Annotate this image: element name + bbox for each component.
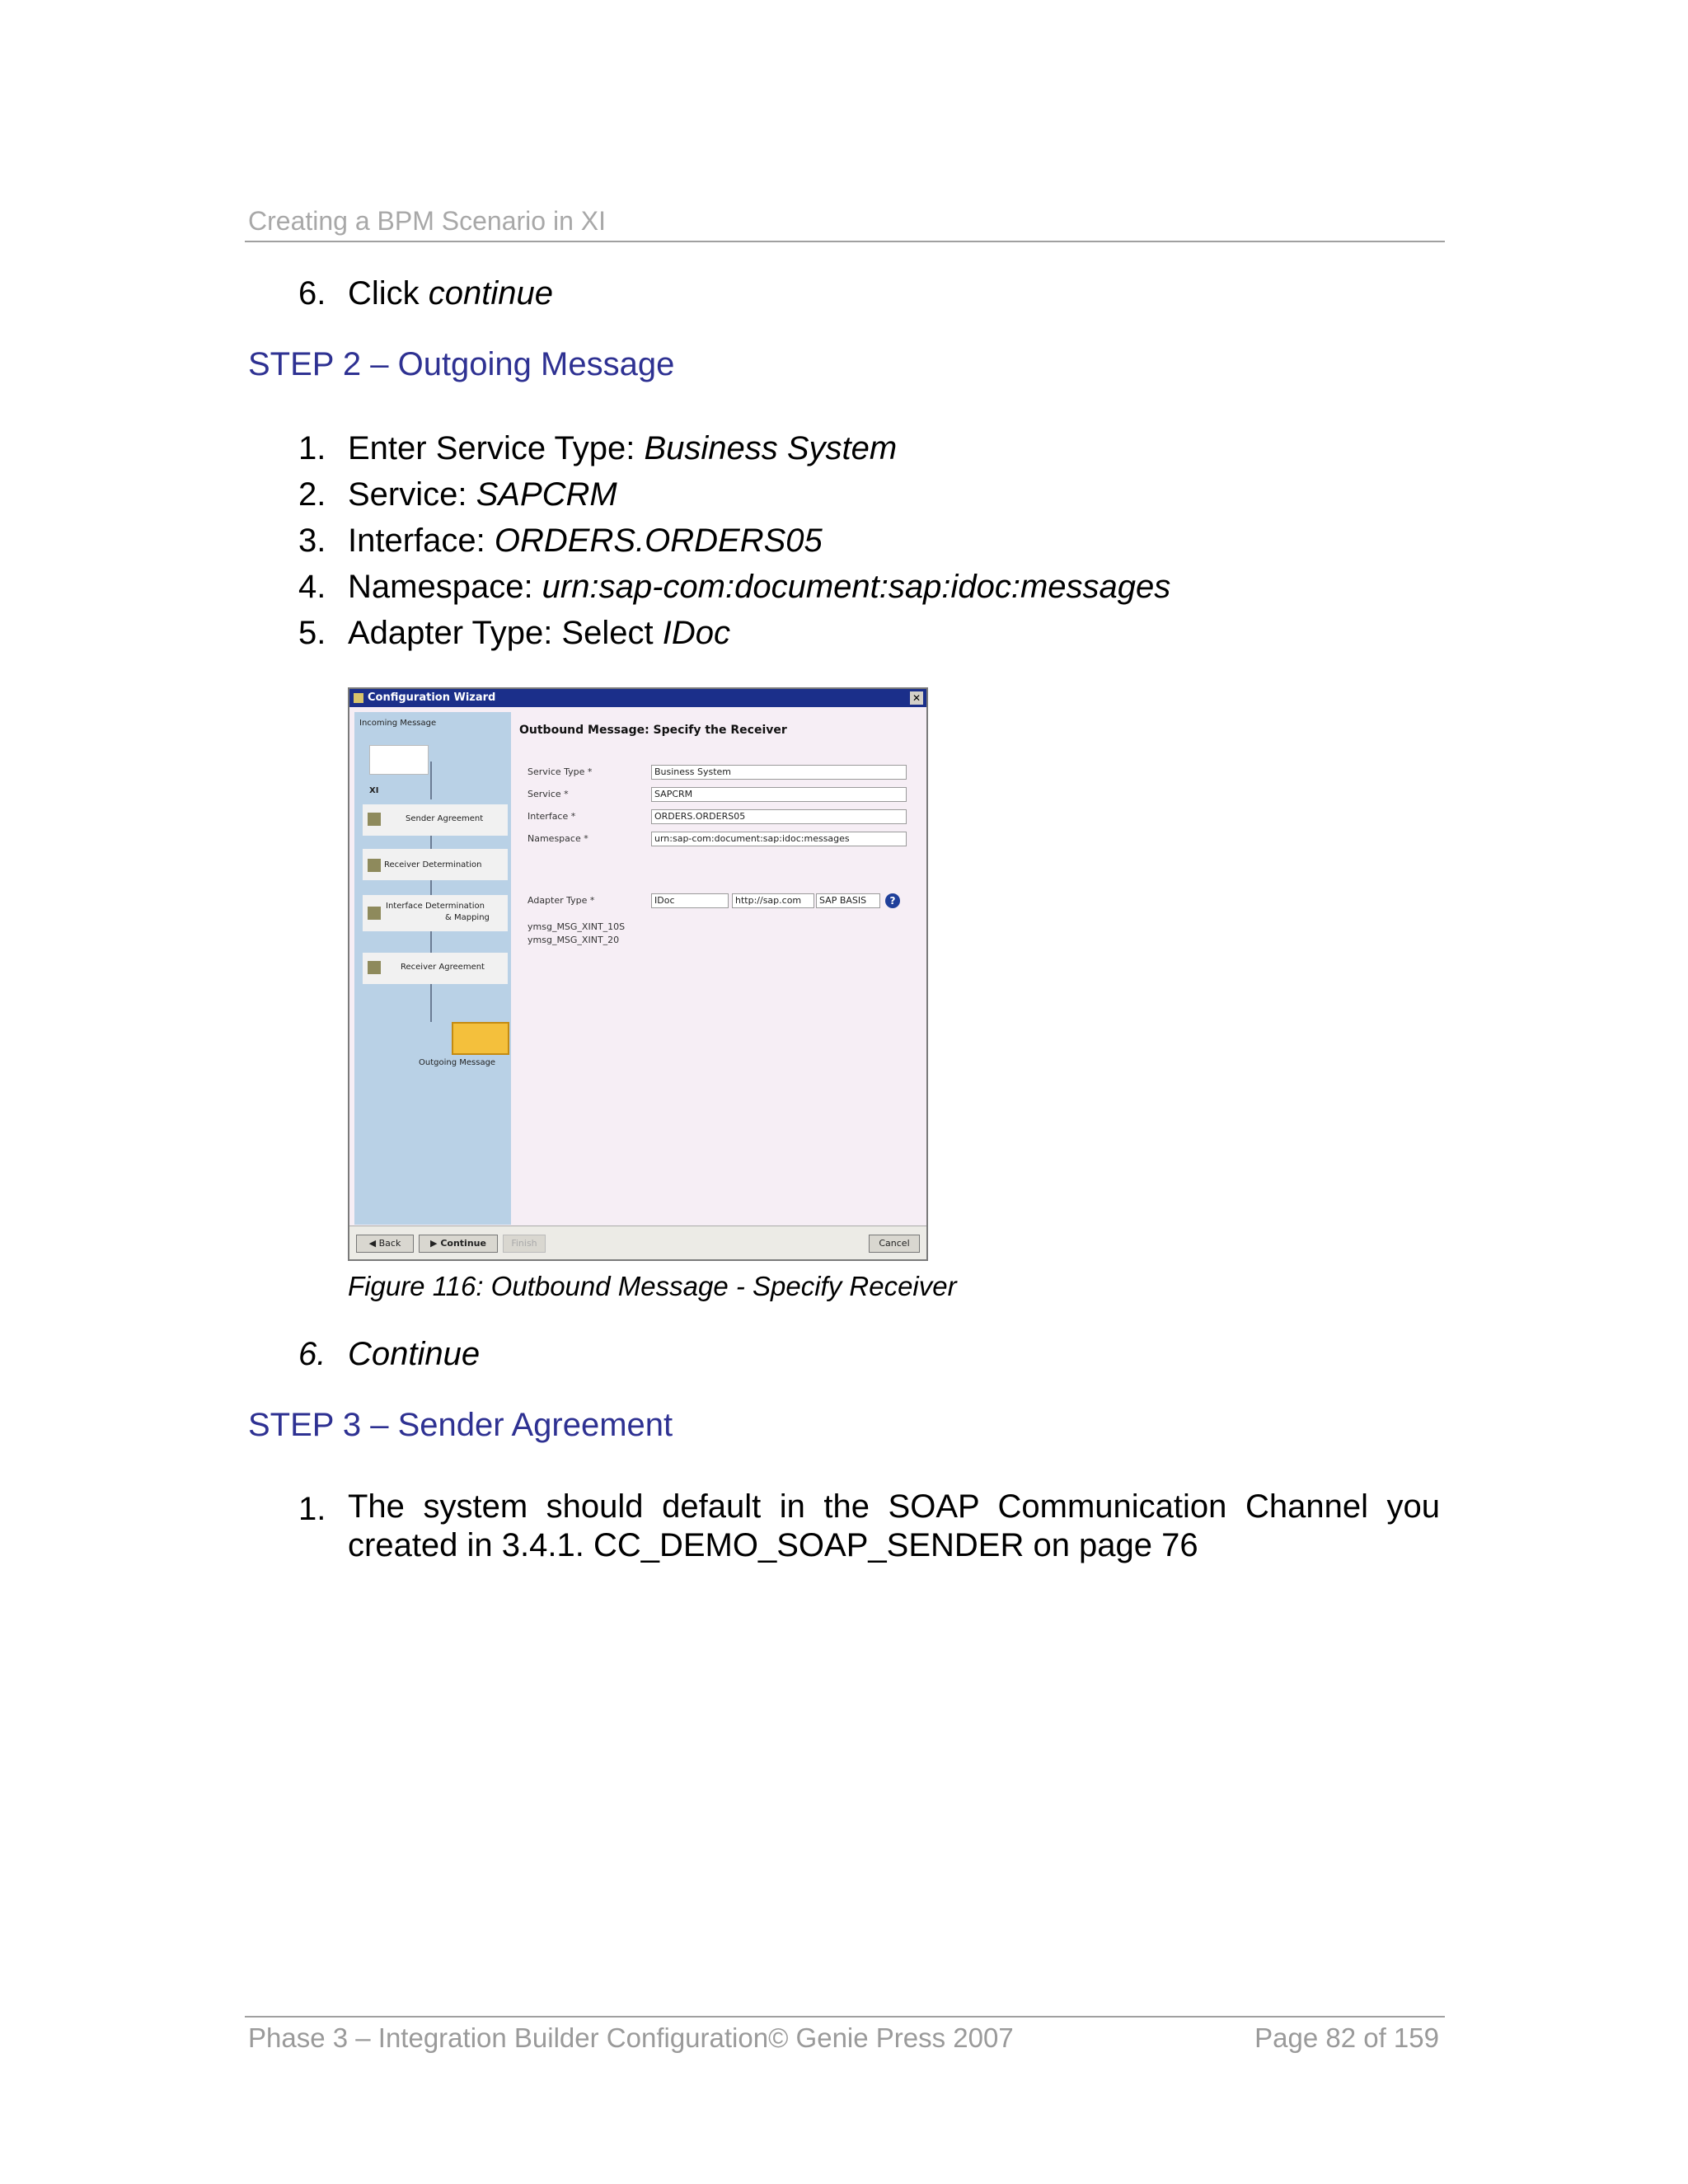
adapter-component-field[interactable]: SAP BASIS — [816, 893, 880, 908]
step-interface-mapping: & Mapping — [445, 913, 490, 922]
flow-line — [430, 931, 432, 953]
list-item: Continue — [348, 1336, 481, 1372]
service-field[interactable]: SAPCRM — [651, 787, 907, 802]
note-text: ymsg_MSG_XINT_20 — [528, 935, 620, 945]
running-header: Creating a BPM Scenario in XI — [248, 206, 606, 236]
list-number: 4. — [298, 569, 326, 605]
interface-field[interactable]: ORDERS.ORDERS05 — [651, 809, 907, 824]
list-item: Namespace: urn:sap-com:document:sap:idoc:messages — [348, 569, 1171, 605]
step-outgoing: Outgoing Message — [419, 1058, 496, 1067]
panel-title: Outbound Message: Specify the Receiver — [519, 724, 787, 737]
list-number: 5. — [298, 615, 326, 651]
service-type-select[interactable]: Business System — [651, 765, 907, 780]
figure-caption: Figure 116: Outbound Message - Specify Receiver — [348, 1271, 957, 1301]
adapter-type-field[interactable]: IDoc — [651, 893, 729, 908]
app-icon — [354, 693, 363, 703]
step-receiver-agreement: Receiver Agreement — [401, 963, 485, 972]
list-number: 1. — [298, 1491, 326, 1527]
close-icon[interactable]: ✕ — [910, 691, 923, 705]
step-interface-determination: Interface Determination — [386, 902, 485, 911]
document-icon — [368, 813, 381, 826]
step-incoming: Incoming Message — [359, 719, 437, 728]
footer-left: Phase 3 – Integration Builder Configuration© Genie Press 2007 — [248, 2022, 1014, 2053]
flow-line — [430, 984, 432, 1022]
finish-button[interactable]: Finish — [503, 1235, 546, 1253]
step-sender-agreement: Sender Agreement — [406, 814, 484, 823]
wizard-step-pane — [354, 712, 511, 1225]
flow-line — [430, 762, 432, 799]
header-rule — [245, 241, 1445, 242]
continue-button[interactable]: ▶ Continue — [419, 1235, 498, 1253]
list-number: 6. — [298, 275, 326, 312]
list-item: The system should default in the SOAP Communication Channel you created in 3.4.1. CC_DEMO_SOAP_SENDER on page 76 — [348, 1488, 1440, 1563]
wizard-button-bar — [349, 1226, 926, 1259]
help-icon[interactable]: ? — [885, 893, 900, 908]
mapping-icon — [368, 907, 381, 920]
list-item: Service: SAPCRM — [348, 476, 617, 513]
field-label: Namespace * — [528, 833, 588, 844]
adapter-namespace-field[interactable]: http://sap.com — [732, 893, 814, 908]
list-item: Adapter Type: Select IDoc — [348, 615, 730, 651]
step-3-heading: STEP 3 – Sender Agreement — [248, 1407, 673, 1443]
step-2-heading: STEP 2 – Outgoing Message — [248, 346, 675, 382]
namespace-field[interactable]: urn:sap-com:document:sap:idoc:messages — [651, 832, 907, 846]
list-number: 2. — [298, 476, 326, 513]
agreement-icon — [368, 961, 381, 974]
list-number: 3. — [298, 523, 326, 559]
cancel-button[interactable]: Cancel — [869, 1235, 920, 1253]
page-number: Page 82 of 159 — [1254, 2022, 1439, 2053]
field-label: Service Type * — [528, 766, 593, 777]
list-item: Enter Service Type: Business System — [348, 430, 898, 466]
flow-line — [430, 836, 432, 849]
pencil-icon — [368, 859, 381, 872]
list-number: 1. — [298, 430, 326, 466]
wizard-titlebar — [349, 689, 926, 707]
envelope-icon — [452, 1022, 509, 1055]
xi-label: XI — [369, 786, 379, 795]
field-label: Interface * — [528, 811, 576, 822]
list-item: Interface: ORDERS.ORDERS05 — [348, 523, 823, 559]
step-receiver-determination: Receiver Determination — [384, 860, 482, 869]
wizard-screenshot — [348, 687, 928, 1261]
field-label: Adapter Type * — [528, 895, 595, 906]
footer-rule — [245, 2016, 1445, 2018]
envelope-icon — [369, 745, 429, 775]
list-item: Click continue — [348, 275, 554, 312]
back-button[interactable]: ◀ Back — [356, 1235, 414, 1253]
list-number: 6. — [298, 1336, 326, 1372]
wizard-title: Configuration Wizard — [368, 691, 496, 704]
field-label: Service * — [528, 789, 569, 799]
note-text: ymsg_MSG_XINT_10S — [528, 921, 626, 932]
flow-line — [430, 880, 432, 895]
